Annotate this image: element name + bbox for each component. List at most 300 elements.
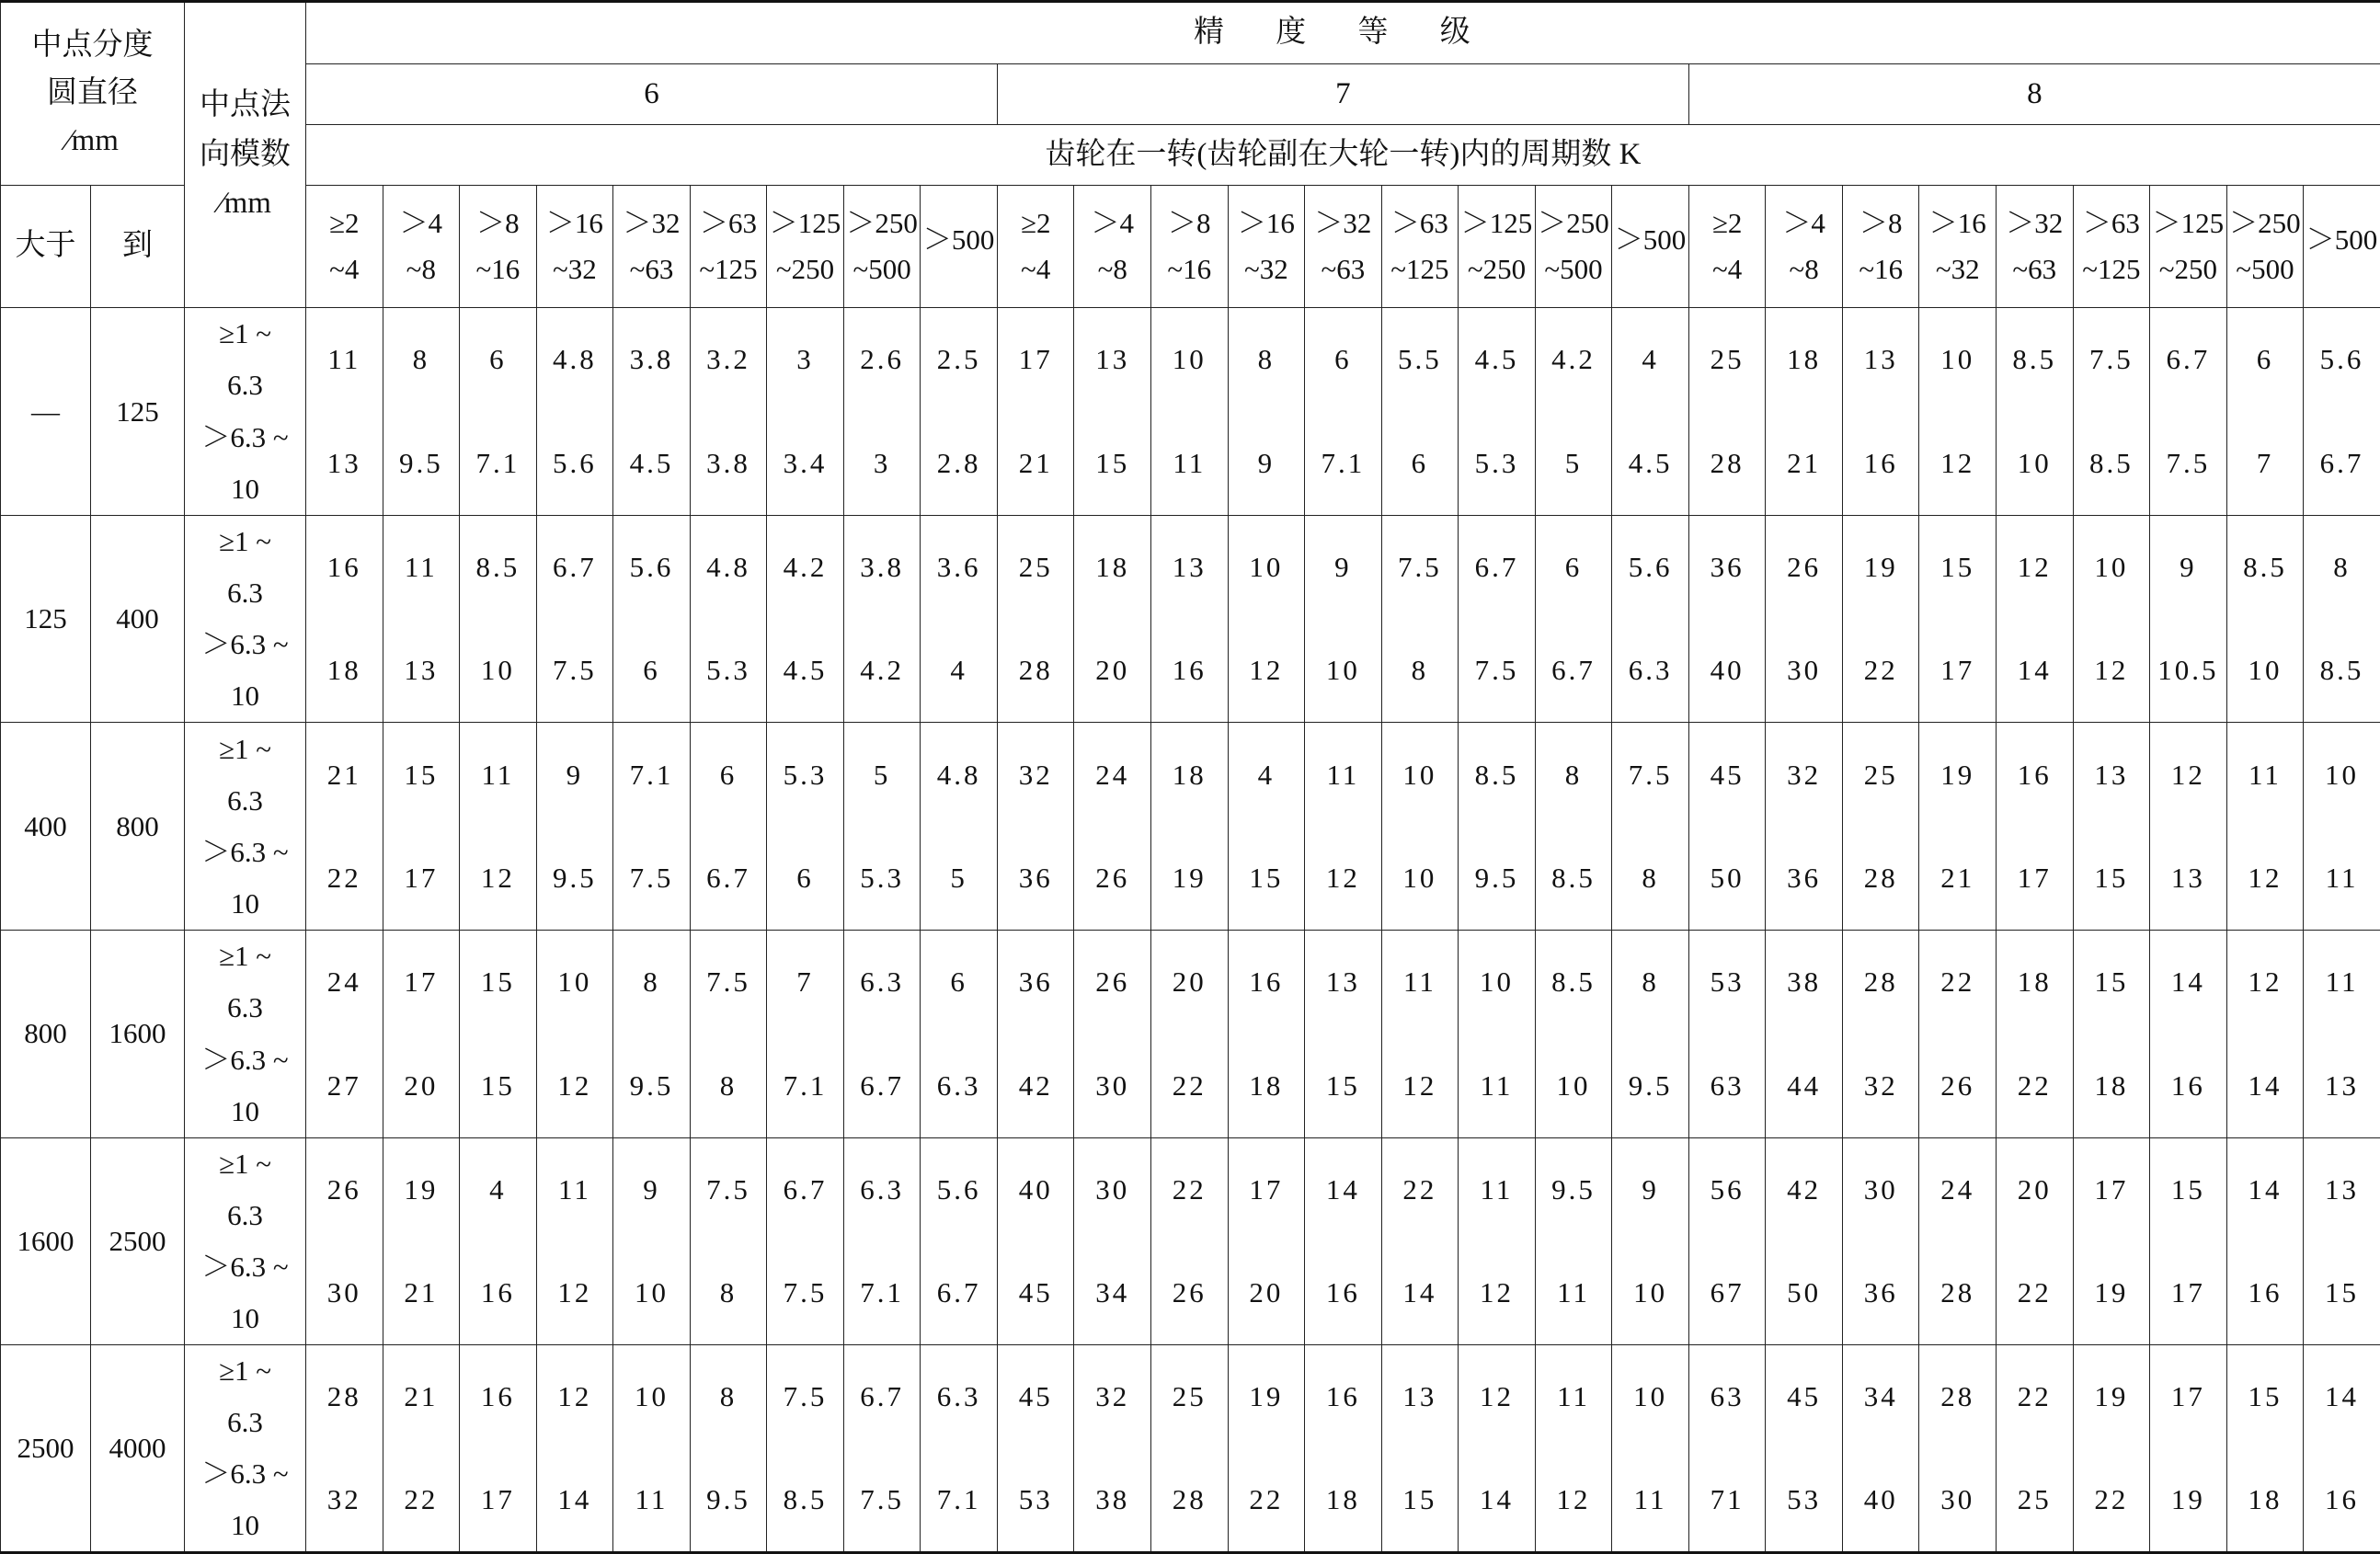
tolerance-pair [1766, 931, 1842, 1137]
module-range-small: 6.3 [185, 1406, 305, 1439]
tolerance-value-large-module: 15 [2304, 1276, 2380, 1309]
tolerance-cell [1074, 515, 1151, 723]
tolerance-value-small-module: 21 [383, 1380, 460, 1413]
tolerance-value-small-module: 25 [1151, 1380, 1228, 1413]
tolerance-value-large-module: 13 [2304, 1069, 2380, 1103]
tolerance-value-small-module: 11 [460, 759, 536, 792]
tolerance-cell [306, 1345, 383, 1553]
tolerance-cell [843, 723, 921, 931]
tolerance-value-large-module: 15 [1074, 447, 1150, 480]
tolerance-cell [1688, 515, 1766, 723]
grade-6-header: 6 [306, 64, 998, 125]
cycle-range-upper: ~8 [1074, 253, 1150, 286]
tolerance-cell [921, 308, 998, 516]
cycle-range-upper: ~4 [306, 253, 383, 286]
tolerance-pair [998, 1345, 1074, 1551]
tolerance-cell [997, 515, 1074, 723]
module-range-small: ≥1 ~ [185, 317, 305, 350]
tolerance-cell [2304, 1137, 2380, 1345]
tolerance-cell [2073, 1345, 2150, 1553]
tolerance-cell [460, 1137, 537, 1345]
tolerance-cell [2226, 1345, 2304, 1553]
tolerance-cell [1535, 930, 1612, 1137]
cycle-range-header [1919, 186, 1997, 308]
tolerance-pair [767, 1138, 843, 1345]
cycle-range-lower: ＞250 [2227, 207, 2304, 240]
tolerance-value-large-module: 21 [1766, 447, 1842, 480]
tolerance-value-small-module: 5.6 [1612, 551, 1688, 584]
cycle-range-lower: ＞125 [1459, 207, 1535, 240]
cycle-range-lower: ＞4 [1074, 207, 1150, 240]
tolerance-pair [767, 1345, 843, 1551]
from-header: 大于 [1, 186, 91, 308]
tolerance-pair [2150, 516, 2226, 723]
tolerance-pair [2304, 1345, 2380, 1551]
tolerance-value-small-module: 11 [2304, 966, 2380, 999]
to-header: 到 [91, 186, 185, 308]
tolerance-value-small-module: 14 [2304, 1380, 2380, 1413]
tolerance-value-small-module: 8.5 [460, 551, 536, 584]
tolerance-cell [613, 930, 691, 1137]
tolerance-pair [691, 931, 767, 1137]
cycle-range-lower: ＞8 [1843, 207, 1919, 240]
tolerance-pair [2227, 1345, 2304, 1551]
diameter-from: — [1, 308, 91, 516]
tolerance-cell [1612, 308, 1689, 516]
tolerance-value-small-module: 15 [2074, 966, 2150, 999]
tolerance-pair [383, 308, 460, 515]
tolerance-cell [460, 515, 537, 723]
cycle-range-header [1997, 186, 2074, 308]
tolerance-value-large-module: 18 [2074, 1069, 2150, 1103]
tolerance-value-small-module: 6 [2227, 343, 2304, 376]
tolerance-value-large-module: 6.7 [691, 862, 767, 895]
cycle-range-header [1381, 186, 1459, 308]
tolerance-cell [1842, 515, 1919, 723]
tolerance-value-large-module: 8.5 [2074, 447, 2150, 480]
cycle-range-lower: ＞16 [1919, 207, 1996, 240]
tolerance-value-large-module: 5.3 [691, 654, 767, 687]
tolerance-value-large-module: 6.3 [1612, 654, 1688, 687]
tolerance-value-small-module: 6.7 [537, 551, 613, 584]
tolerance-pair [1997, 723, 2073, 930]
cycle-range-upper: ~125 [2074, 253, 2150, 286]
tolerance-pair [1459, 1345, 1535, 1551]
tolerance-value-small-module: 34 [1843, 1380, 1919, 1413]
tolerance-value-large-module: 40 [1689, 654, 1766, 687]
cycle-range-lower: ≥2 [1689, 207, 1766, 240]
tolerance-cell [2304, 515, 2380, 723]
tolerance-value-large-module: 12 [1919, 447, 1996, 480]
tolerance-pair [1305, 931, 1381, 1137]
module-range-large: 10 [185, 1509, 305, 1542]
tolerance-cell [1459, 1137, 1536, 1345]
tolerance-value-large-module: 7.1 [460, 447, 536, 480]
tolerance-value-small-module: 5.6 [2304, 343, 2380, 376]
tolerance-value-small-module: 7.5 [691, 1173, 767, 1206]
tolerance-value-large-module: 6.3 [921, 1069, 997, 1103]
cycle-range-upper: ~63 [1305, 253, 1381, 286]
tolerance-value-large-module: 4.5 [613, 447, 690, 480]
tolerance-cell [1228, 515, 1305, 723]
tolerance-value-large-module: 17 [460, 1483, 536, 1516]
tolerance-value-small-module: 11 [2227, 759, 2304, 792]
tolerance-value-small-module: 6 [1536, 551, 1612, 584]
tolerance-pair [921, 1345, 997, 1551]
tolerance-pair [537, 516, 613, 723]
tolerance-cell [1228, 723, 1305, 931]
tolerance-cell [1997, 308, 2074, 516]
cycle-range-header [1459, 186, 1536, 308]
tolerance-value-large-module: 22 [1997, 1069, 2073, 1103]
tolerance-cell [1459, 930, 1536, 1137]
tolerance-value-large-module: 21 [1919, 862, 1996, 895]
tolerance-pair [1612, 931, 1688, 1137]
precision-grade-header: 精 度 等 级 [306, 2, 2380, 64]
tolerance-value-large-module: 7.5 [844, 1483, 921, 1516]
tolerance-value-small-module: 7.5 [767, 1380, 843, 1413]
tolerance-cell [1381, 308, 1459, 516]
tolerance-pair [767, 931, 843, 1137]
tolerance-value-large-module: 6.7 [844, 1069, 921, 1103]
tolerance-value-small-module: 4.8 [691, 551, 767, 584]
tolerance-cell [1688, 1345, 1766, 1553]
tolerance-value-large-module: 6.7 [921, 1276, 997, 1309]
tolerance-pair [1305, 516, 1381, 723]
tolerance-pair [1382, 1138, 1459, 1345]
tolerance-value-small-module: 10 [2074, 551, 2150, 584]
tolerance-value-large-module: 30 [1766, 654, 1842, 687]
tolerance-value-large-module: 13 [2150, 862, 2226, 895]
tolerance-cell [1074, 723, 1151, 931]
tolerance-cell [843, 930, 921, 1137]
cycle-range-upper: ~500 [2227, 253, 2304, 286]
module-range [185, 1137, 306, 1345]
tolerance-cell [1151, 930, 1229, 1137]
tolerance-pair [1382, 931, 1459, 1137]
diameter-from: 1600 [1, 1137, 91, 1345]
tolerance-cell [1997, 1137, 2074, 1345]
tolerance-value-small-module: 22 [1919, 966, 1996, 999]
tolerance-cell [306, 1137, 383, 1345]
tolerance-value-small-module: 10 [1382, 759, 1459, 792]
tolerance-value-large-module: 38 [1074, 1483, 1150, 1516]
cycle-range-header [690, 186, 767, 308]
tolerance-cell [690, 1345, 767, 1553]
tolerance-cell [1151, 1345, 1229, 1553]
tolerance-value-small-module: 11 [306, 343, 383, 376]
tolerance-pair [1536, 1138, 1612, 1345]
tolerance-value-large-module: 3 [844, 447, 921, 480]
tolerance-pair [613, 931, 690, 1137]
tolerance-pair [998, 308, 1074, 515]
tolerance-value-large-module: 28 [1151, 1483, 1228, 1516]
tolerance-value-large-module: 10 [460, 654, 536, 687]
tolerance-value-small-module: 10 [1919, 343, 1996, 376]
tolerance-value-large-module: 28 [1919, 1276, 1996, 1309]
tolerance-cell [1381, 930, 1459, 1137]
cycle-range-lower: ≥2 [306, 207, 383, 240]
module-range-large: 10 [185, 1095, 305, 1128]
tolerance-value-small-module: 36 [1689, 551, 1766, 584]
tolerance-value-large-module: 9.5 [537, 862, 613, 895]
tolerance-pair [844, 1138, 921, 1345]
tolerance-value-small-module: 4 [1229, 759, 1305, 792]
tolerance-value-large-module: 22 [1151, 1069, 1228, 1103]
tolerance-value-large-module: 12 [2227, 862, 2304, 895]
tolerance-value-large-module: 34 [1074, 1276, 1150, 1309]
tolerance-pair [537, 308, 613, 515]
tolerance-value-large-module: 16 [2304, 1483, 2380, 1516]
tolerance-value-small-module: 13 [1151, 551, 1228, 584]
tolerance-value-small-module: 28 [1919, 1380, 1996, 1413]
tolerance-value-large-module: 10 [2227, 654, 2304, 687]
tolerance-value-small-module: 56 [1689, 1173, 1766, 1206]
tolerance-pair [2074, 516, 2150, 723]
tolerance-value-small-module: 8 [383, 343, 460, 376]
tolerance-cell [2073, 308, 2150, 516]
tolerance-cell [613, 308, 691, 516]
tolerance-cell [921, 1137, 998, 1345]
tolerance-pair [2150, 1138, 2226, 1345]
tolerance-value-large-module: 27 [306, 1069, 383, 1103]
module-range-large: 10 [185, 680, 305, 713]
tolerance-cell [383, 515, 460, 723]
tolerance-value-small-module: 2.6 [844, 343, 921, 376]
tolerance-pair [1229, 723, 1305, 930]
tolerance-pair [1689, 1345, 1766, 1551]
tolerance-value-small-module: 16 [306, 551, 383, 584]
tolerance-value-large-module: 26 [1074, 862, 1150, 895]
tolerance-value-small-module: 9.5 [1536, 1173, 1612, 1206]
module-range [185, 515, 306, 723]
tolerance-cell [1151, 723, 1229, 931]
cycle-range-upper: ~32 [1229, 253, 1305, 286]
tolerance-cell [1919, 308, 1997, 516]
tolerance-pair [998, 516, 1074, 723]
tolerance-value-large-module: 16 [460, 1276, 536, 1309]
tolerance-value-large-module: 18 [2227, 1483, 2304, 1516]
tolerance-value-large-module: 7.5 [1459, 654, 1535, 687]
tolerance-cell [1151, 308, 1229, 516]
tolerance-pair [460, 931, 536, 1137]
diameter-to: 125 [91, 308, 185, 516]
tolerance-value-large-module: 11 [2304, 862, 2380, 895]
tolerance-cell [997, 308, 1074, 516]
tolerance-pair [1843, 1138, 1919, 1345]
tolerance-value-small-module: 14 [2150, 966, 2226, 999]
tolerance-cell [767, 1137, 844, 1345]
tolerance-value-large-module: 32 [306, 1483, 383, 1516]
cycle-range-header [1535, 186, 1612, 308]
tolerance-value-large-module: 45 [998, 1276, 1074, 1309]
tolerance-pair [2227, 931, 2304, 1137]
tolerance-value-small-module: 19 [383, 1173, 460, 1206]
tolerance-pair [383, 931, 460, 1137]
tolerance-value-large-module: 30 [1074, 1069, 1150, 1103]
tolerance-value-large-module: 15 [1305, 1069, 1381, 1103]
tolerance-cell [383, 308, 460, 516]
tolerance-value-small-module: 11 [1305, 759, 1381, 792]
tolerance-value-large-module: 22 [1229, 1483, 1305, 1516]
tolerance-cell [1228, 1345, 1305, 1553]
tolerance-cell [1459, 515, 1536, 723]
tolerance-value-large-module: 7.5 [537, 654, 613, 687]
tolerance-cell [306, 308, 383, 516]
tolerance-value-large-module: 8.5 [2304, 654, 2380, 687]
tolerance-cell [1381, 1345, 1459, 1553]
tolerance-value-large-module: 12 [460, 862, 536, 895]
cycle-range-header [1688, 186, 1766, 308]
tolerance-pair [1536, 723, 1612, 930]
tolerance-value-large-module: 53 [1766, 1483, 1842, 1516]
tolerance-cell [1151, 1137, 1229, 1345]
tolerance-pair [1459, 308, 1535, 515]
tolerance-value-large-module: 14 [1997, 654, 2073, 687]
tolerance-value-large-module: 11 [1459, 1069, 1535, 1103]
tolerance-value-small-module: 20 [1151, 966, 1228, 999]
tolerance-pair [921, 1138, 997, 1345]
tolerance-cell [1381, 723, 1459, 931]
tolerance-cell [1459, 308, 1536, 516]
tolerance-pair [1766, 1138, 1842, 1345]
tolerance-cell [2304, 1345, 2380, 1553]
module-range-large: 10 [185, 1302, 305, 1335]
tolerance-cell [997, 1137, 1074, 1345]
tolerance-cell [767, 515, 844, 723]
module-range-large: ＞6.3 ~ [185, 1044, 305, 1077]
tolerance-pair [1305, 1345, 1381, 1551]
tolerance-cell [1688, 1137, 1766, 1345]
tolerance-cell [2073, 723, 2150, 931]
tolerance-pair [2150, 723, 2226, 930]
tolerance-pair [2074, 1345, 2150, 1551]
tolerance-cell [1612, 515, 1689, 723]
tolerance-pair [767, 516, 843, 723]
tolerance-value-large-module: 7.5 [2150, 447, 2226, 480]
tolerance-value-large-module: 8.5 [1536, 862, 1612, 895]
tolerance-cell [2226, 930, 2304, 1137]
tolerance-value-large-module: 10 [1612, 1276, 1688, 1309]
tolerance-value-large-module: 21 [383, 1276, 460, 1309]
tolerance-value-small-module: 7 [767, 966, 843, 999]
tolerance-cell [613, 515, 691, 723]
cycle-range-upper: ~32 [1919, 253, 1996, 286]
tolerance-pair [1074, 723, 1150, 930]
tolerance-pair [1459, 931, 1535, 1137]
tolerance-pair [1074, 1138, 1150, 1345]
tolerance-cell [1381, 1137, 1459, 1345]
tolerance-value-small-module: 9 [2150, 551, 2226, 584]
tolerance-value-large-module: 67 [1689, 1276, 1766, 1309]
tolerance-value-large-module: 25 [1997, 1483, 2073, 1516]
tolerance-value-large-module: 6 [767, 862, 843, 895]
diameter-header [1, 2, 185, 186]
tolerance-value-large-module: 21 [998, 447, 1074, 480]
tolerance-cell [1842, 930, 1919, 1137]
tolerance-pair [998, 1138, 1074, 1345]
tolerance-cell [2226, 515, 2304, 723]
tolerance-pair [1612, 1345, 1688, 1551]
tolerance-value-large-module: 17 [1997, 862, 2073, 895]
tolerance-cell [690, 723, 767, 931]
module-range-small: 6.3 [185, 369, 305, 402]
tolerance-pair [1459, 516, 1535, 723]
tolerance-cell [767, 1345, 844, 1553]
cycle-range-header [1228, 186, 1305, 308]
cycle-range-header [2150, 186, 2227, 308]
tolerance-cell [1842, 1345, 1919, 1553]
tolerance-value-large-module: 18 [306, 654, 383, 687]
tolerance-pair [1151, 1345, 1228, 1551]
tolerance-value-large-module: 5.3 [844, 862, 921, 895]
tolerance-cell [690, 1137, 767, 1345]
tolerance-pair [1843, 516, 1919, 723]
tolerance-value-large-module: 28 [998, 654, 1074, 687]
tolerance-pair [1997, 1138, 2073, 1345]
tolerance-pair [1074, 308, 1150, 515]
tolerance-cell [2073, 515, 2150, 723]
tolerance-pair [1689, 723, 1766, 930]
tolerance-pair [1843, 931, 1919, 1137]
tolerance-value-small-module: 22 [1151, 1173, 1228, 1206]
tolerance-value-small-module: 12 [1997, 551, 2073, 584]
tolerance-value-large-module: 4.5 [1612, 447, 1688, 480]
tolerance-cell [1766, 1345, 1843, 1553]
tolerance-cell [1612, 723, 1689, 931]
cycle-range-upper: ~63 [1997, 253, 2073, 286]
tolerance-pair [2227, 1138, 2304, 1345]
module-range-small: 6.3 [185, 577, 305, 610]
tolerance-cell [383, 1137, 460, 1345]
tolerance-cell [613, 1137, 691, 1345]
tolerance-cell [306, 930, 383, 1137]
tolerance-cell [2226, 1137, 2304, 1345]
tolerance-value-large-module: 8.5 [767, 1483, 843, 1516]
tolerance-value-large-module: 10 [1997, 447, 2073, 480]
grade-8-header: 8 [1688, 64, 2380, 125]
tolerance-cell [1919, 1345, 1997, 1553]
tolerance-value-large-module: 18 [1229, 1069, 1305, 1103]
tolerance-cell [843, 308, 921, 516]
tolerance-value-large-module: 50 [1766, 1276, 1842, 1309]
tolerance-value-small-module: 45 [1766, 1380, 1842, 1413]
tolerance-value-large-module: 20 [1229, 1276, 1305, 1309]
cycle-range-upper: ~125 [691, 253, 767, 286]
tolerance-cell [2073, 930, 2150, 1137]
tolerance-value-small-module: 63 [1689, 1380, 1766, 1413]
tolerance-cell [1074, 1345, 1151, 1553]
cycle-range-lower: ＞250 [1536, 207, 1612, 240]
tolerance-pair [2227, 308, 2304, 515]
tolerance-value-small-module: 3.8 [844, 551, 921, 584]
cycle-range-upper: ~125 [1382, 253, 1459, 286]
module-range-large: ＞6.3 ~ [185, 836, 305, 869]
tolerance-cell [1688, 308, 1766, 516]
tolerance-pair [844, 516, 921, 723]
tolerance-value-small-module: 17 [998, 343, 1074, 376]
cycle-range-lower: ＞500 [2304, 223, 2380, 257]
module-range-pair [185, 308, 305, 515]
tolerance-value-small-module: 5.6 [613, 551, 690, 584]
tolerance-value-small-module: 13 [1305, 966, 1381, 999]
tolerance-value-small-module: 15 [1919, 551, 1996, 584]
tolerance-value-large-module: 11 [1151, 447, 1228, 480]
cycle-range-upper: ~250 [1459, 253, 1535, 286]
tolerance-value-large-module: 7.1 [921, 1483, 997, 1516]
tolerance-value-large-module: 6 [613, 654, 690, 687]
tolerance-value-large-module: 12 [1536, 1483, 1612, 1516]
